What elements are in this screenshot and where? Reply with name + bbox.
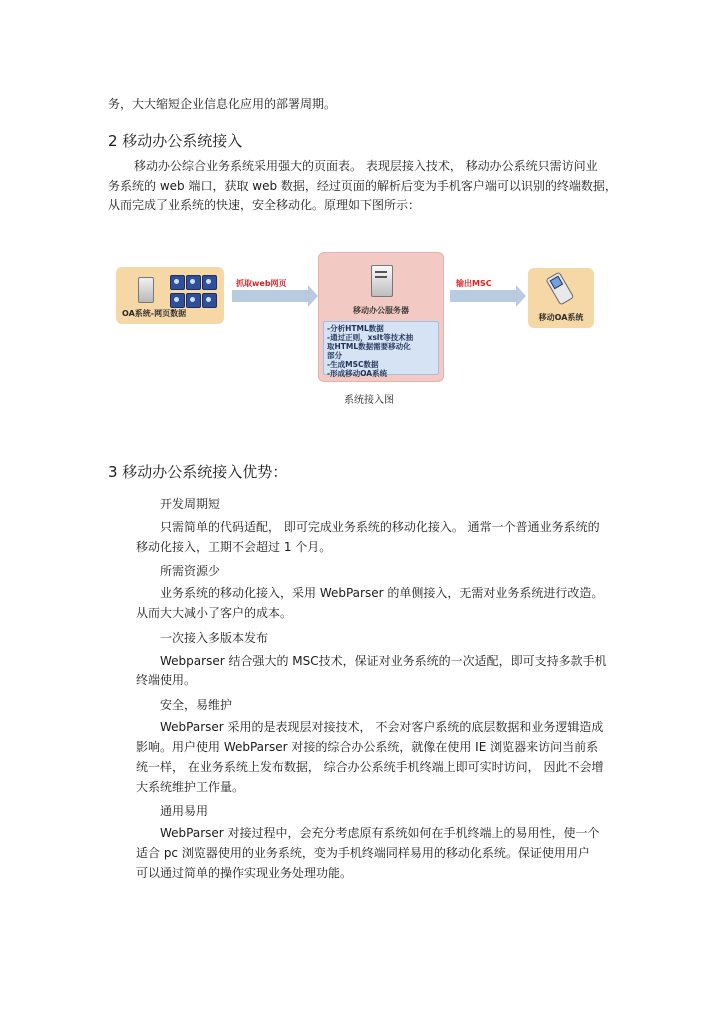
system-access-diagram [116,252,594,382]
arrow-right-icon [450,290,516,302]
web-pages-icon [170,275,215,308]
paragraph-line: 只需简单的代码适配， 即可完成业务系统的移动化接入。 通常一个普通业务系统的 [160,520,600,534]
subheading: 所需资源少 [160,564,221,578]
paragraph-line: 终端使用。 [136,673,197,687]
paragraph-line: 业务系统的移动化接入，采用 WebParser 的单侧接入，无需对业务系统进行改造。 [160,586,604,600]
paragraph-line: 从而完成了业系统的快速，安全移动化。原理如下图所示： [108,198,421,212]
subheading: 通用易用 [160,804,209,818]
server-label: 移动办公服务器 [353,306,409,315]
paragraph-line: 适合 pc 浏览器使用的业务系统，变为手机终端同样易用的移动化系统。保证使用用户 [136,846,590,860]
subheading: 安全，易维护 [160,698,233,712]
mobile-phone-icon [539,269,580,310]
mobile-oa-node [528,268,594,328]
function-item: 取HTML数据需要移动化 [327,342,411,351]
paragraph-line: 大系统维护工作量。 [136,780,245,794]
mobile-office-server-node [318,252,444,382]
fetch-web-label: 抓取web网页 [236,279,287,288]
subheading: 一次接入多版本发布 [160,631,269,645]
paragraph-line: 移动化接入，工期不会超过 1 个月。 [136,540,332,554]
figure-caption: 系统接入图 [344,395,394,406]
output-msc-label: 输出MSC [456,279,492,288]
paragraph-line: Webparser 结合强大的 MSC技术，保证对业务系统的一次适配，即可支持多款手机 [160,654,607,668]
paragraph-line: 从而大大减小了客户的成本。 [136,606,293,620]
server-icon [138,277,154,303]
paragraph-line: 移动办公综合业务系统采用强大的页面表。 表现层接入技术， 移动办公系统只需访问业 [134,159,598,173]
function-item: -分析HTML数据 [327,324,384,333]
arrow-right-icon [232,290,308,302]
paragraph-line: 务，大大缩短企业信息化应用的部署周期。 [108,97,337,111]
section-heading-2: 2 移动办公系统接入 [108,132,243,150]
oa-system-label: OA系统-网页数据 [122,309,187,318]
function-item: -形成移动OA系统 [327,369,388,378]
server-functions [323,321,439,378]
oa-system-node [116,267,224,324]
paragraph-line: 可以通过简单的操作实现业务处理功能。 [136,866,353,880]
paragraph-line: 务系统的 web 端口，获取 web 数据，经过页面的解析后变为手机客户端可以识别的终端数据， [108,179,617,193]
mobile-oa-label: 移动OA系统 [538,313,584,322]
paragraph-line: 影响。用户使用 WebParser 对接的综合办公系统，就像在使用 IE 浏览器来访问当前系 [136,740,599,754]
paragraph-line: 统一样， 在业务系统上发布数据， 综合办公系统手机终端上即可实时访问， 因此不会增 [136,760,604,774]
server-icon [371,265,393,297]
section-heading-3: 3 移动办公系统接入优势： [108,463,288,481]
function-item: -生成MSC数据 [327,360,379,369]
subheading: 开发周期短 [160,497,221,511]
function-item: 部分 [327,351,342,360]
paragraph-line: WebParser 采用的是表现层对接技术， 不会对客户系统的底层数据和业务逻辑造成 [160,720,604,734]
function-item: -通过正则，xslt等技术抽 [327,333,414,342]
paragraph-line: WebParser 对接过程中，会充分考虑原有系统如何在手机终端上的易用性，使一个 [160,826,600,840]
